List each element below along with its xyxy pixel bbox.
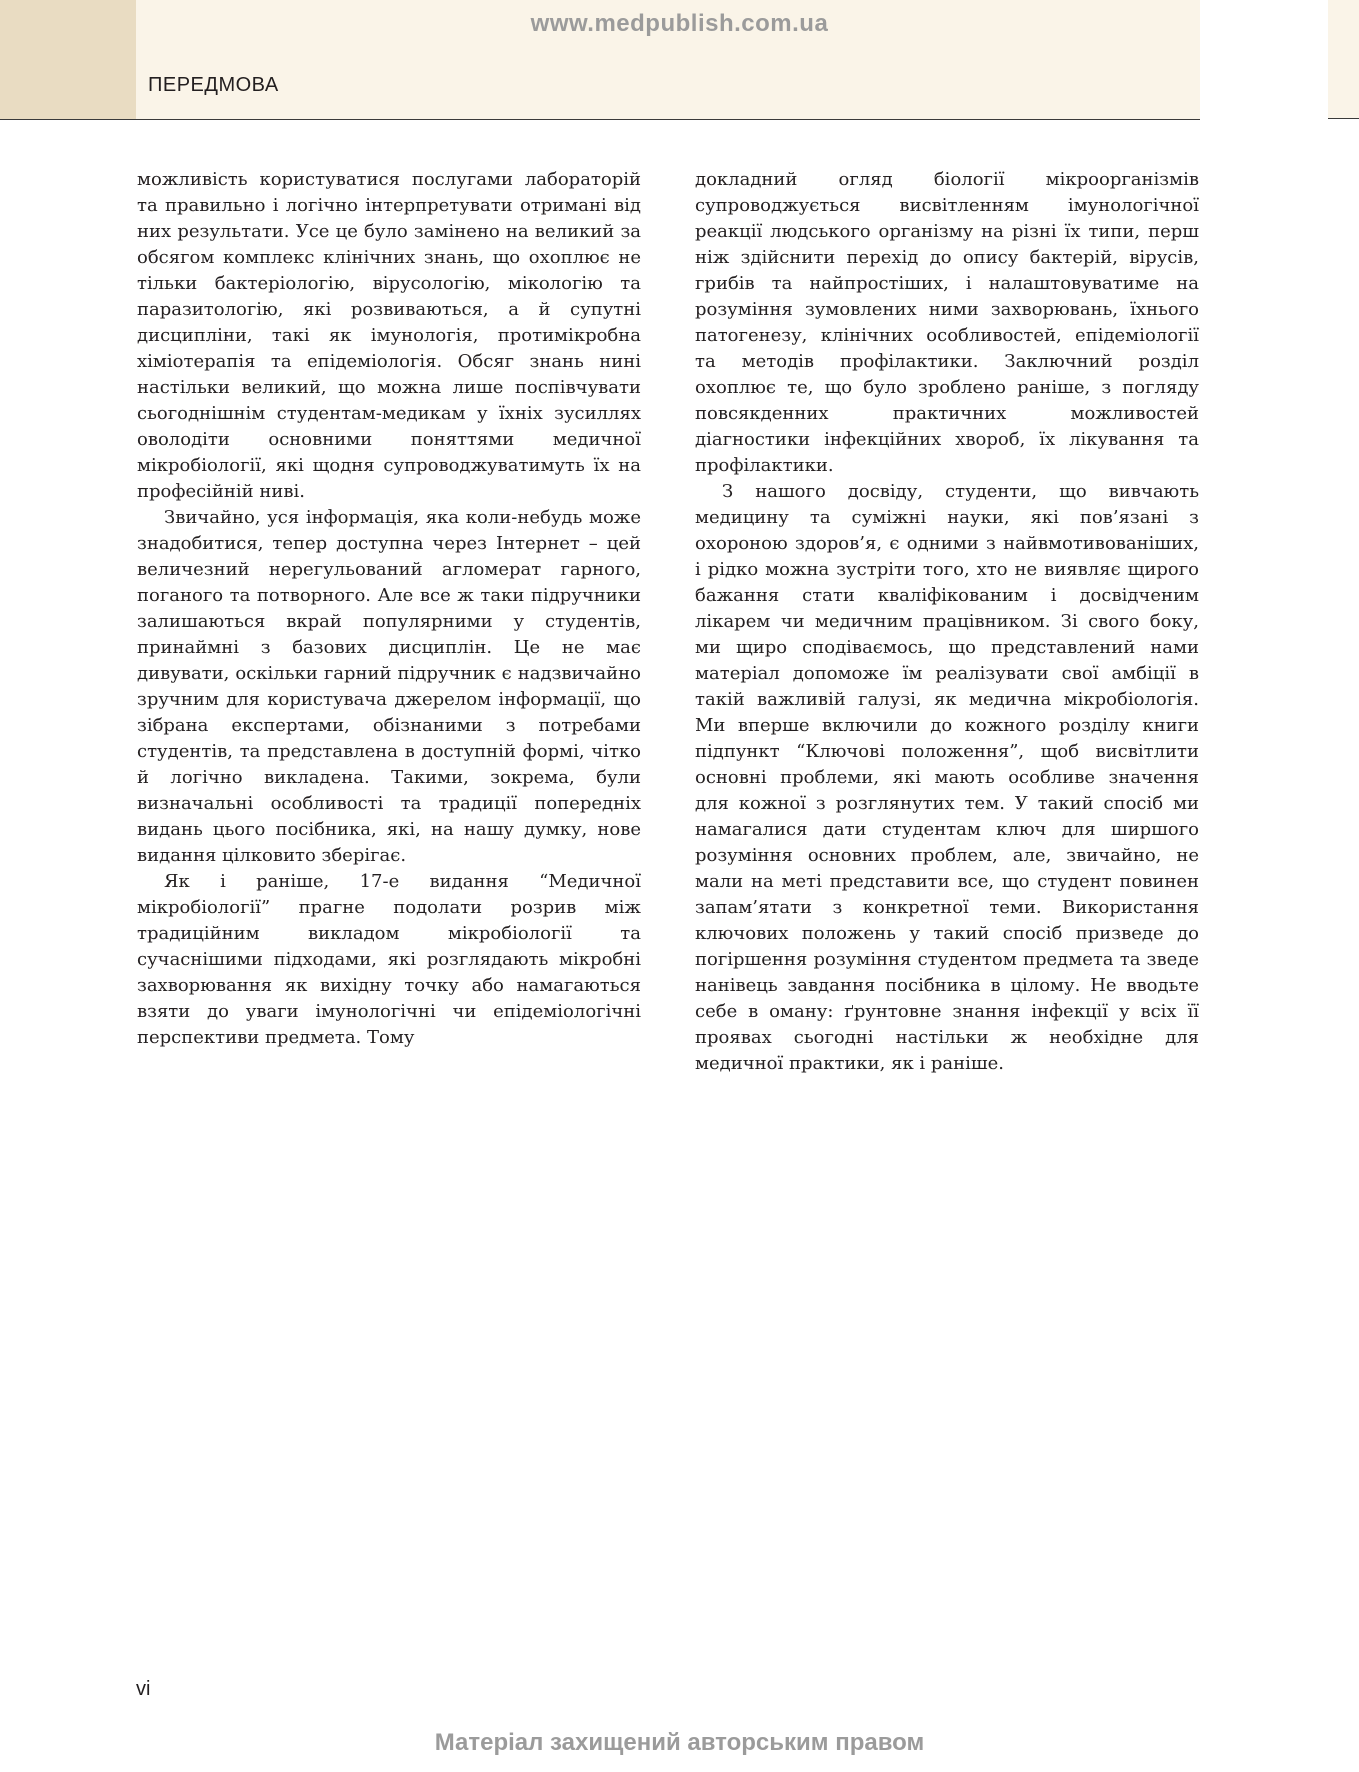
header-rule <box>0 119 1200 120</box>
page-number: vi <box>136 1678 151 1700</box>
adjacent-page-rule <box>1328 118 1359 119</box>
paragraph: Звичайно, уся інформація, яка коли-небудь може знадобитися, тепер доступна через Інтернет – цей величезний нерегульований агломерат гарного, поганого та потворного. Але все ж таки підручники залишаються вкрай популярними у студентів, принаймні з базових дисциплін. Це не має дивувати, оскільки гарний підручник є надзвичайно зручним для користувача джерелом інформації, що зібрана експертами, обізнаними з потребами студентів, та представлена в доступній формі, чітко й логічно викладена. Такими, зокрема, були визначальні особливості та традиції попередніх видань цього посібника, які, на нашу думку, нове видання цілковито зберігає. <box>137 507 641 866</box>
section-title: ПЕРЕДМОВА <box>148 74 279 96</box>
paragraph: З нашого досвіду, студенти, що вивчають медицину та суміжні науки, які пов’язані з охороною здоров’я, є одними з найвмотивованіших, і рідко можна зустріти того, хто не виявляє щирого бажання стати кваліфікованим і досвідченим лікарем чи медичним працівником. Зі свого боку, ми щиро сподіваємось, що представлений нами матеріал допоможе їм реалізувати свої амбіції в такій важливій галузі, як медична мікробіологія. Ми вперше включили до кожного розділу книги підпункт “Ключові положення”, щоб висвітлити основні проблеми, які мають особливе значення для кожної з розглянутих тем. У такий спосіб ми намагалися дати студентам ключ для ширшого розуміння основних проблем, але, звичайно, не мали на меті представити все, що студент повинен запам’ятати з конкретної теми. Використання ключових положень у такий спосіб призведе до погіршення розуміння студентом предмета та зведе нанівець завдання посібника в цілому. Не вводьте себе в оману: ґрунтовне знання інфекції у всіх її проявах сьогодні настільки ж необхідне для медичної практики, як і раніше. <box>695 481 1199 1074</box>
text-column-left <box>137 167 641 1051</box>
paragraph: докладний огляд біології мікроорганізмів супроводжується висвітленням імунологічної реакції людського організму на різні їх типи, перш ніж здійснити перехід до опису бактерій, вірусів, грибів та найпростіших, і налаштовуватиме на розуміння зумовлених ними захворювань, їхнього патогенезу, клінічних особливостей, епідеміології та методів профілактики. Заключний розділ охоплює те, що було зроблено раніше, з погляду повсякденних практичних можливостей діагностики інфекційних хвороб, їх лікування та профілактики. <box>695 169 1199 476</box>
paragraph: можливість користуватися послугами лабораторій та правильно і логічно інтерпретувати отримані від них результати. Усе це було замінено на великий за обсягом комплекс клінічних знань, що охоплює не тільки бактеріологію, вірусологію, мікологію та паразитологію, які розвиваються, а й супутні дисципліни, такі як імунологія, протимікробна хіміотерапія та епідеміологія. Обсяг знань нині настільки великий, що можна лише поспівчувати сьогоднішнім студентам-медикам у їхніх зусиллях оволодіти основними поняттями медичної мікробіології, які щодня супроводжуватимуть їх на професійній ниві. <box>137 169 641 502</box>
watermark-url: www.medpublish.com.ua <box>530 10 829 37</box>
paragraph: Як і раніше, 17-е видання “Медичної мікробіології” прагне подолати розрив між традиційним викладом мікробіології та сучаснішими підходами, які розглядають мікробні захворювання як вихідну точку або намагаються взяти до уваги імунологічні чи епідеміологічні перспективи предмета. Тому <box>137 871 641 1048</box>
copyright-watermark: Матеріал захищений авторським правом <box>434 1729 925 1756</box>
text-column-right <box>695 167 1199 1077</box>
